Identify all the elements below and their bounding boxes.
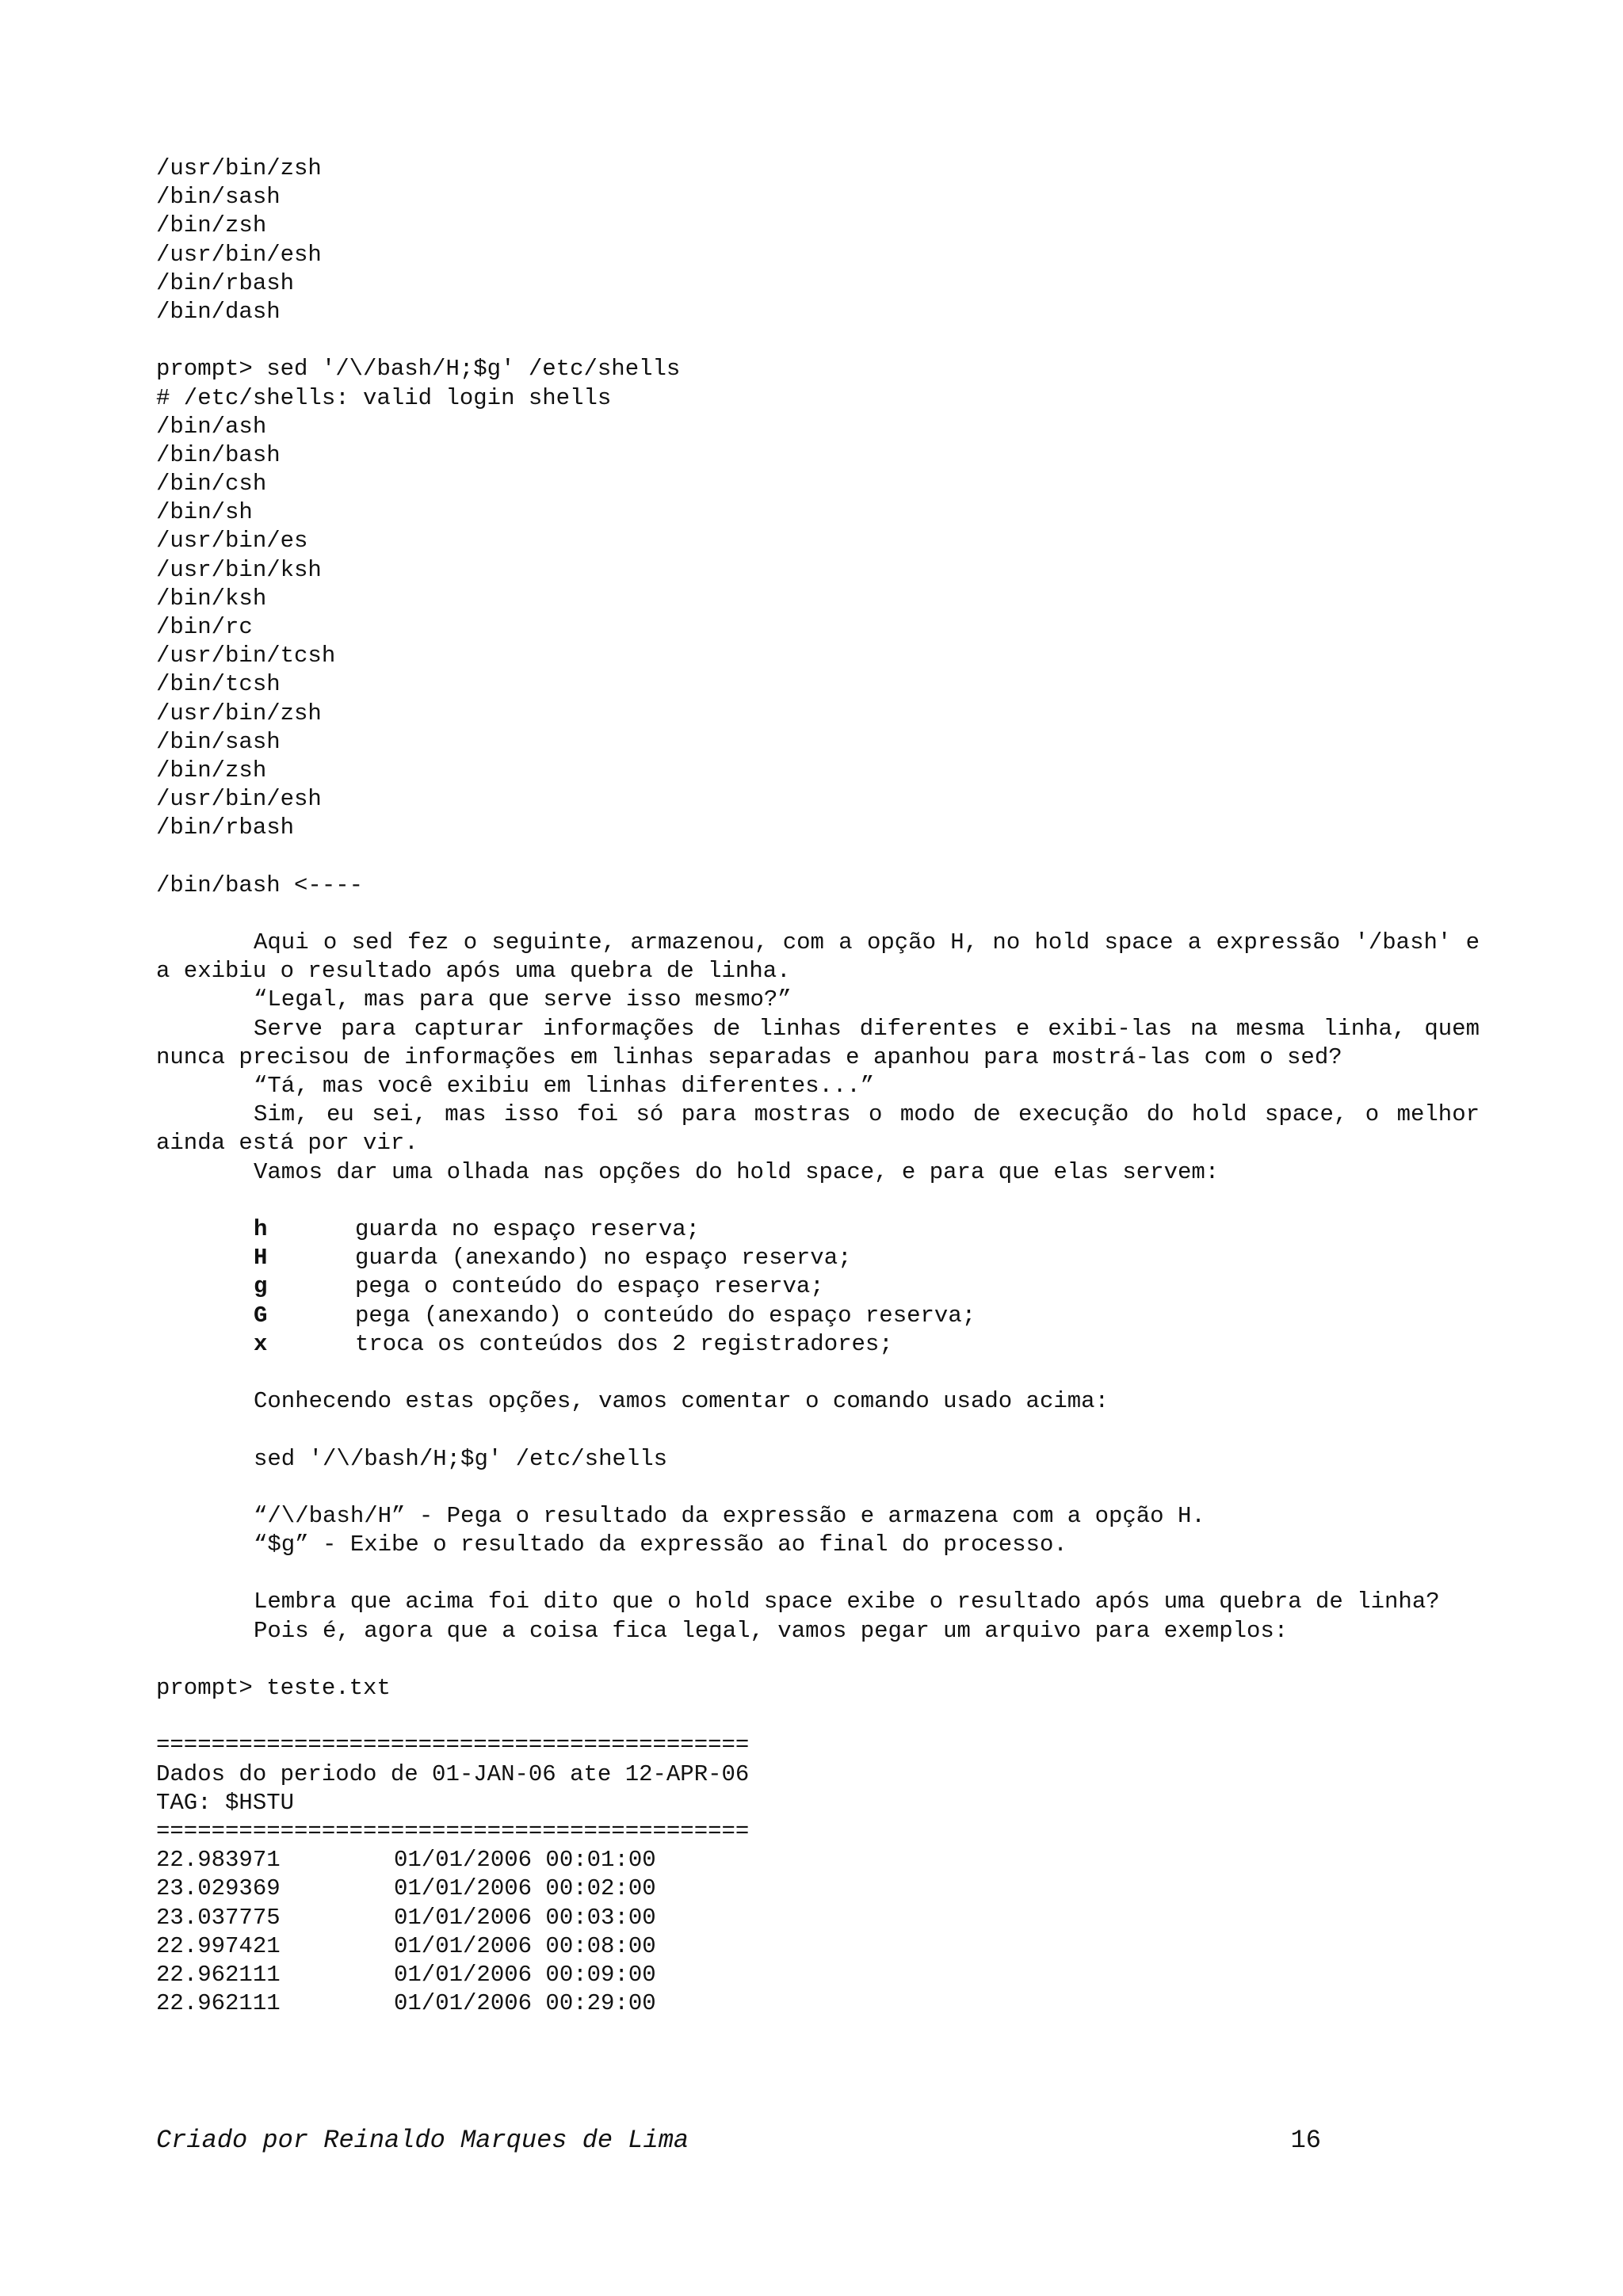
code-line: /bin/rbash [156, 814, 295, 841]
paragraph: Serve para capturar informações de linhas diferentes e exibi-las na mesma linha, quem nunca precisou de informações em linhas separadas e apanhou para mostrá-las com o sed? [156, 1015, 1480, 1070]
data-row [156, 1961, 1480, 1989]
data-row [156, 1932, 1480, 1961]
option-item [156, 1215, 1480, 1244]
data-timestamp: 01/01/2006 00:03:00 [394, 1904, 656, 1931]
option-desc: troca os conteúdos dos 2 registradores; [355, 1330, 893, 1357]
option-key: H [254, 1245, 268, 1272]
data-value: 22.997421 [156, 1932, 281, 1959]
code-line: /usr/bin/tcsh [156, 643, 336, 669]
code-line: /bin/zsh [156, 212, 267, 239]
held-line: /bin/bash <---- [156, 871, 364, 898]
code-line: /bin/ksh [156, 585, 267, 612]
paragraph: “Tá, mas você exibiu em linhas diferentes...” [254, 1073, 875, 1100]
code-line: /bin/rc [156, 614, 253, 640]
shells-output [156, 384, 1480, 843]
code-line: /bin/dash [156, 298, 281, 325]
code-line: /usr/bin/ksh [156, 556, 322, 583]
code-line: /usr/bin/esh [156, 786, 322, 813]
separator-line: =========================================== [156, 1817, 750, 1844]
code-line: /bin/sash [156, 728, 281, 755]
option-desc: guarda no espaço reserva; [355, 1216, 701, 1243]
option-item [156, 1272, 1480, 1301]
file-content [156, 1731, 1480, 2018]
option-item [156, 1330, 1480, 1359]
paragraph: Vamos dar uma olhada nas opções do hold space, e para que elas servem: [254, 1158, 1220, 1185]
file-header-line: Dados do periodo de 01-JAN-06 ate 12-APR-06 [156, 1760, 750, 1787]
option-key: h [254, 1216, 268, 1243]
paragraph: Sim, eu sei, mas isso foi só para mostras o modo de execução do hold space, o melhor ainda está por vir. [156, 1101, 1480, 1157]
code-line: /bin/ash [156, 413, 267, 440]
option-item [156, 1244, 1480, 1272]
reminder-paragraph: Lembra que acima foi dito que o hold space exibe o resultado após uma quebra de linha? [254, 1589, 1440, 1615]
code-line: /usr/bin/es [156, 528, 308, 555]
explanation-line: “/\/bash/H” - Pega o resultado da expressão e armazena com a opção H. [254, 1502, 1205, 1529]
data-timestamp: 01/01/2006 00:29:00 [394, 1990, 656, 2017]
data-timestamp: 01/01/2006 00:09:00 [394, 1961, 656, 1988]
data-row [156, 1846, 1480, 1875]
footer-author: Criado por Reinaldo Marques de Lima [156, 2126, 689, 2155]
code-line: # /etc/shells: valid login shells [156, 384, 612, 411]
code-line: /bin/rbash [156, 269, 295, 296]
code-line: /bin/tcsh [156, 671, 281, 698]
data-value: 23.029369 [156, 1875, 281, 1902]
data-timestamp: 01/01/2006 00:02:00 [394, 1875, 656, 1902]
data-value: 22.983971 [156, 1847, 281, 1874]
data-timestamp: 01/01/2006 00:01:00 [394, 1847, 656, 1874]
commentary-intro: Conhecendo estas opções, vamos comentar o comando usado acima: [254, 1388, 1109, 1415]
data-value: 22.962111 [156, 1990, 281, 2017]
file-tag-line: TAG: $HSTU [156, 1789, 295, 1816]
code-line: /usr/bin/zsh [156, 155, 322, 181]
code-line: /bin/csh [156, 471, 267, 498]
code-line: /bin/zsh [156, 757, 267, 784]
separator-line: =========================================== [156, 1732, 750, 1759]
option-desc: pega o conteúdo do espaço reserva; [355, 1273, 824, 1300]
code-line: /usr/bin/zsh [156, 700, 322, 727]
option-key: x [254, 1330, 268, 1357]
options-list [156, 1215, 1480, 1359]
page-footer [156, 2125, 1321, 2157]
data-row [156, 1989, 1480, 2018]
command-repeat: sed '/\/bash/H;$g' /etc/shells [254, 1445, 668, 1472]
shell-list-top [156, 154, 1480, 326]
option-item [156, 1302, 1480, 1330]
command-prompt: prompt> sed '/\/bash/H;$g' /etc/shells [156, 356, 681, 383]
option-key: g [254, 1273, 268, 1300]
data-timestamp: 01/01/2006 00:08:00 [394, 1932, 656, 1959]
option-desc: guarda (anexando) no espaço reserva; [355, 1245, 852, 1272]
code-line: /bin/bash [156, 441, 281, 468]
option-desc: pega (anexando) o conteúdo do espaço reserva; [355, 1302, 976, 1329]
paragraph: Aqui o sed fez o seguinte, armazenou, com a opção H, no hold space a expressão '/bash' e a exibiu o resultado após uma quebra de linha. [156, 929, 1480, 985]
example-prompt: prompt> teste.txt [156, 1675, 391, 1702]
paragraph: “Legal, mas para que serve isso mesmo?” [254, 986, 792, 1013]
page-content [156, 154, 1480, 2018]
data-value: 23.037775 [156, 1904, 281, 1931]
code-line: /usr/bin/esh [156, 241, 322, 268]
data-row [156, 1904, 1480, 1932]
page-number: 16 [1290, 2126, 1321, 2155]
code-line: /bin/sh [156, 499, 253, 526]
data-value: 22.962111 [156, 1961, 281, 1988]
code-line: /bin/sash [156, 184, 281, 211]
example-intro: Pois é, agora que a coisa fica legal, vamos pegar um arquivo para exemplos: [254, 1617, 1289, 1644]
option-key: G [254, 1302, 268, 1329]
data-row [156, 1875, 1480, 1903]
explanation-line: “$g” - Exibe o resultado da expressão ao final do processo. [254, 1531, 1067, 1558]
